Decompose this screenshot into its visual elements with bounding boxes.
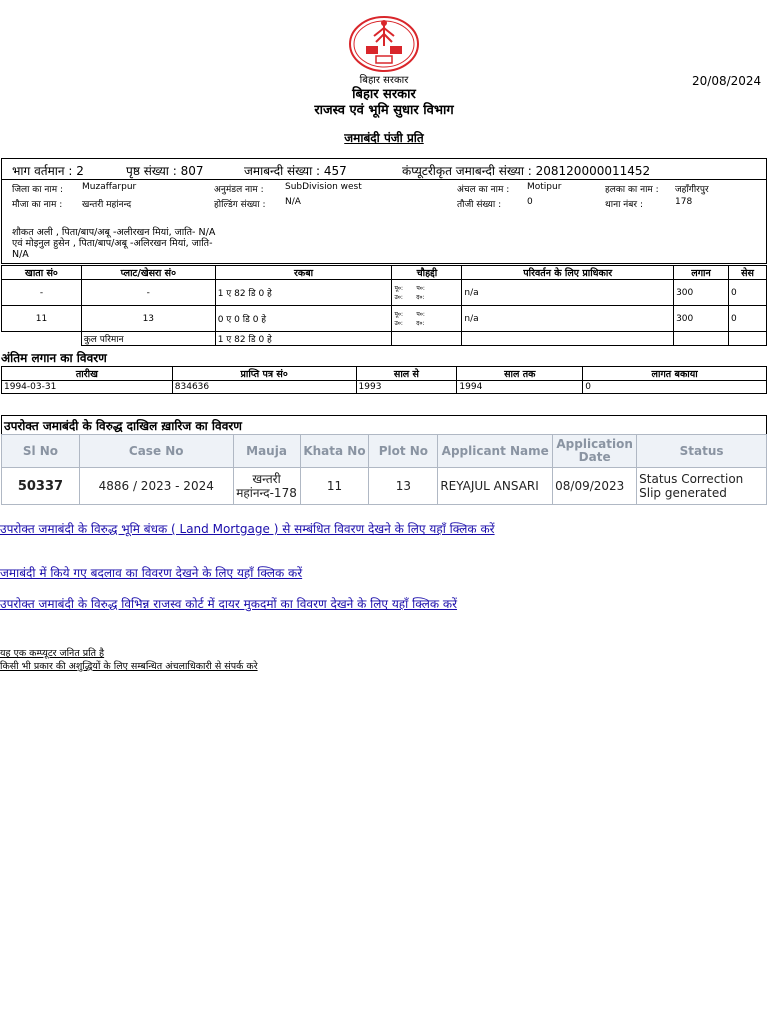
header-rakba: रकबा — [215, 266, 392, 280]
table-row — [2, 306, 767, 332]
header-year-to: साल तक — [457, 367, 583, 381]
applicant-cell: REYAJUL ANSARI — [438, 468, 553, 505]
authority-cell: n/a — [462, 306, 674, 332]
empty-cell — [729, 332, 767, 346]
computer-generated-note: यह एक कम्प्यूटर जनित प्रति है — [0, 648, 105, 659]
header-applicant: Applicant Name — [438, 435, 553, 468]
department-name: राजस्व एवं भूमि सुधार विभाग — [314, 103, 454, 118]
subdivision-value: SubDivision west — [285, 182, 362, 192]
ses-cell: 0 — [729, 280, 767, 306]
header-year-from: साल से — [356, 367, 457, 381]
jamabandi-info-box — [1, 158, 767, 264]
header-lagan: लगान — [674, 266, 729, 280]
document-title: जमाबंदी पंजी प्रति — [344, 131, 424, 145]
receipt-cell: 834636 — [172, 381, 356, 394]
south-label: द०: — [416, 319, 425, 327]
rakba-cell: 1 ए 82 डि 0 हे — [215, 280, 392, 306]
govt-name: बिहार सरकार — [352, 87, 416, 102]
table-row — [2, 381, 767, 394]
ses-cell: 0 — [729, 306, 767, 332]
subdivision-label: अनुमंडल नाम : — [214, 185, 264, 195]
halka-label: हलका का नाम : — [605, 185, 659, 195]
north-label: उ०: — [394, 293, 403, 301]
print-date: 20/08/2024 — [692, 74, 762, 88]
district-label: जिला का नाम : — [12, 185, 64, 195]
header-ses: सेस — [729, 266, 767, 280]
header-due: लागत बकाया — [583, 367, 767, 381]
case-cell: 4886 / 2023 - 2024 — [79, 468, 233, 505]
table-row — [2, 280, 767, 306]
header-sl: Sl No — [2, 435, 80, 468]
mauja-cell: खन्तरी महांनन्द-178 — [233, 468, 300, 505]
govt-small-label: बिहार सरकार — [359, 75, 409, 86]
empty-cell — [462, 332, 674, 346]
empty-cell — [674, 332, 729, 346]
mutation-section-title: उपरोक्त जमाबंदी के विरुद्ध दाखिल ख़ारिज का विवरण — [1, 415, 767, 435]
total-row — [2, 332, 767, 346]
khata-cell: 11 — [300, 468, 369, 505]
header-receipt: प्राप्ति पत्र सं० — [172, 367, 356, 381]
empty-cell — [2, 332, 82, 346]
total-rakba: 1 ए 82 डि 0 हे — [215, 332, 392, 346]
lagan-section-title: अंतिम लगान का विवरण — [1, 351, 107, 365]
table-row — [2, 468, 767, 505]
app-date-cell: 08/09/2023 — [553, 468, 637, 505]
tauji-label: तौजी संख्या : — [457, 200, 502, 210]
west-label: प०: — [416, 284, 425, 292]
halka-value: जहाँगीरपुर — [675, 185, 709, 195]
district-value: Muzaffarpur — [82, 182, 137, 192]
header-khata: खाता सं० — [2, 266, 82, 280]
bihar-govt-emblem-icon — [348, 16, 420, 72]
header-date: तारीख — [2, 367, 173, 381]
empty-cell — [392, 332, 462, 346]
tauji-value: 0 — [527, 197, 533, 207]
jamabandi-number-label: जमाबन्दी संख्या : 457 — [244, 164, 347, 178]
plot-cell: - — [81, 280, 215, 306]
lagan-table — [1, 366, 767, 394]
contact-note: किसी भी प्रकार की अशुद्धियों के लिए सम्बन्धित अंचलाधिकारी से संपर्क करे — [0, 661, 258, 672]
header-chauhaddi: चौहद्दी — [392, 266, 462, 280]
east-label: पू०: — [394, 310, 403, 318]
lagan-cell: 300 — [674, 306, 729, 332]
khata-cell: 11 — [2, 306, 82, 332]
status-cell: Status Correction Slip generated — [637, 468, 767, 505]
header-authority: परिवर्तन के लिए प्राधिकार — [462, 266, 674, 280]
header-case: Case No — [79, 435, 233, 468]
plot-cell: 13 — [369, 468, 438, 505]
bhag-label: भाग वर्तमान : 2 — [12, 164, 84, 178]
date-cell: 1994-03-31 — [2, 381, 173, 394]
holding-value: N/A — [285, 197, 301, 207]
owner-line-2: एवं मोइनुल हुसेन , पिता/बाप/अबू -अलिरखन मियां, जाति- — [12, 238, 213, 249]
due-cell: 0 — [583, 381, 767, 394]
chauhaddi-cell — [392, 280, 462, 306]
owner-line-1: शौकत अली , पिता/बाप/अबू -अलीरखन मियां, जाति- N/A — [12, 227, 216, 238]
header-khata: Khata No — [300, 435, 369, 468]
south-label: द०: — [416, 293, 425, 301]
north-label: उ०: — [394, 319, 403, 327]
west-label: प०: — [416, 310, 425, 318]
anchal-value: Motipur — [527, 182, 562, 192]
header-status: Status — [637, 435, 767, 468]
thana-label: थाना नंबर : — [605, 200, 643, 210]
mutation-table — [1, 434, 767, 505]
header-app-date: Application Date — [553, 435, 637, 468]
header-plot: Plot No — [369, 435, 438, 468]
mauja-label: मौजा का नाम : — [12, 200, 63, 210]
table-header-row — [2, 266, 767, 280]
sl-cell: 50337 — [2, 468, 80, 505]
khata-table — [1, 265, 767, 346]
table-header-row — [2, 367, 767, 381]
chauhaddi-cell — [392, 306, 462, 332]
khata-cell: - — [2, 280, 82, 306]
mauja-value: खन्तरी महांनन्द — [82, 200, 132, 210]
thana-value: 178 — [675, 197, 693, 207]
anchal-label: अंचल का नाम : — [457, 185, 510, 195]
rakba-cell: 0 ए 0 डि 0 हे — [215, 306, 392, 332]
page-number-label: पृष्ठ संख्या : 807 — [126, 164, 204, 178]
header-plot: प्लाट/खेसरा सं० — [81, 266, 215, 280]
east-label: पू०: — [394, 284, 403, 292]
holding-label: होल्डिंग संख्या : — [214, 200, 266, 210]
year-to-cell: 1994 — [457, 381, 583, 394]
owner-line-3: N/A — [12, 249, 29, 260]
lagan-cell: 300 — [674, 280, 729, 306]
computer-jamabandi-label: कंप्यूटरीकृत जमाबन्दी संख्या : 208120000011452 — [402, 164, 651, 178]
header-mauja: Mauja — [233, 435, 300, 468]
authority-cell: n/a — [462, 280, 674, 306]
plot-cell: 13 — [81, 306, 215, 332]
jamabandi-changes-link[interactable]: जमाबंदी में किये गए बदलाव का विवरण देखने के लिए यहाँ क्लिक करें — [0, 566, 303, 580]
year-from-cell: 1993 — [356, 381, 457, 394]
total-label: कुल परिमान — [81, 332, 215, 346]
revenue-court-cases-link[interactable]: उपरोक्त जमाबंदी के विरुद्ध विभिन्न राजस्व कोर्ट में दायर मुकदमों का विवरण देखने के लिए यहाँ क्लिक करें — [0, 597, 458, 611]
table-header-row — [2, 435, 767, 468]
owner-details — [12, 227, 242, 260]
summary-row — [2, 159, 766, 180]
land-mortgage-link[interactable]: उपरोक्त जमाबंदी के विरुद्ध भूमि बंधक ( Land Mortgage ) से सम्बंधित विवरण देखने के लिए यहाँ क्लिक करें — [0, 522, 495, 536]
